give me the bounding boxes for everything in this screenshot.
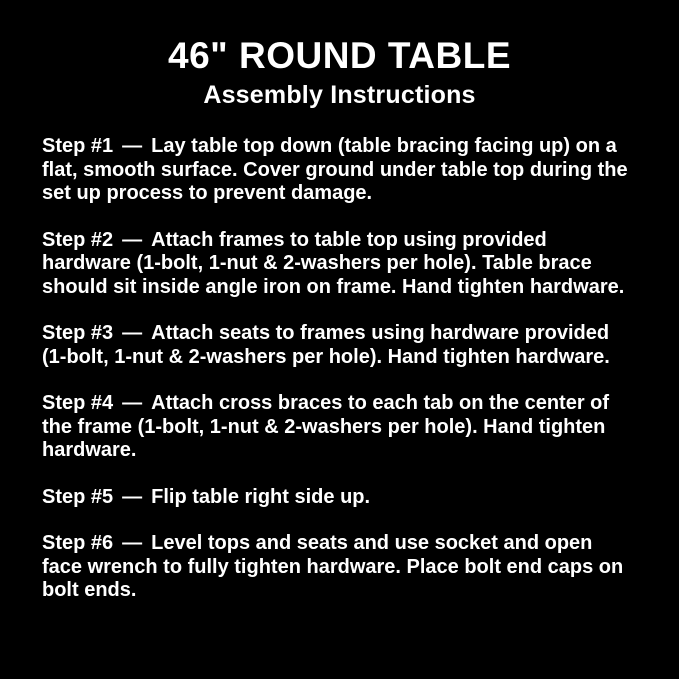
steps-list [42,135,637,603]
step-4 [42,392,637,463]
step-1-text: Lay table top down (table bracing facing up) on a flat, smooth surface. Cover ground under table top during the set up process to prevent damage. [42,135,628,205]
step-6-text: Level tops and seats and use socket and open face wrench to fully tighten hardware. Place bolt end caps on bolt ends. [42,532,624,602]
step-3-separator: — [122,322,143,345]
step-2 [42,229,637,300]
step-3 [42,322,637,369]
step-4-label: Step #4 [42,392,114,415]
step-3-label: Step #3 [42,322,114,345]
step-5 [42,486,637,510]
step-6-separator: — [122,532,143,555]
page-subtitle: Assembly Instructions [203,80,476,109]
step-2-label: Step #2 [42,228,114,251]
step-1-label: Step #1 [42,135,114,158]
step-6-label: Step #6 [42,532,114,555]
step-3-text: Attach seats to frames using hardware provided (1-bolt, 1-nut & 2-washers per hole). Hand tighten hardware. [42,322,610,368]
step-2-separator: — [122,228,143,251]
step-4-separator: — [122,392,143,415]
step-2-text: Attach frames to table top using provided hardware (1-bolt, 1-nut & 2-washers per hole). Table brace should sit inside angle iron on frame. Hand tighten hardware. [42,228,625,298]
step-1 [42,135,637,206]
step-5-label: Step #5 [42,485,114,508]
step-1-separator: — [122,135,143,158]
step-5-separator: — [122,485,143,508]
page-title: 46" ROUND TABLE [168,35,511,76]
step-5-text: Flip table right side up. [151,485,371,508]
step-4-text: Attach cross braces to each tab on the center of the frame (1-bolt, 1-nut & 2-washers per hole). Hand tighten hardware. [42,392,610,462]
step-6 [42,532,637,603]
